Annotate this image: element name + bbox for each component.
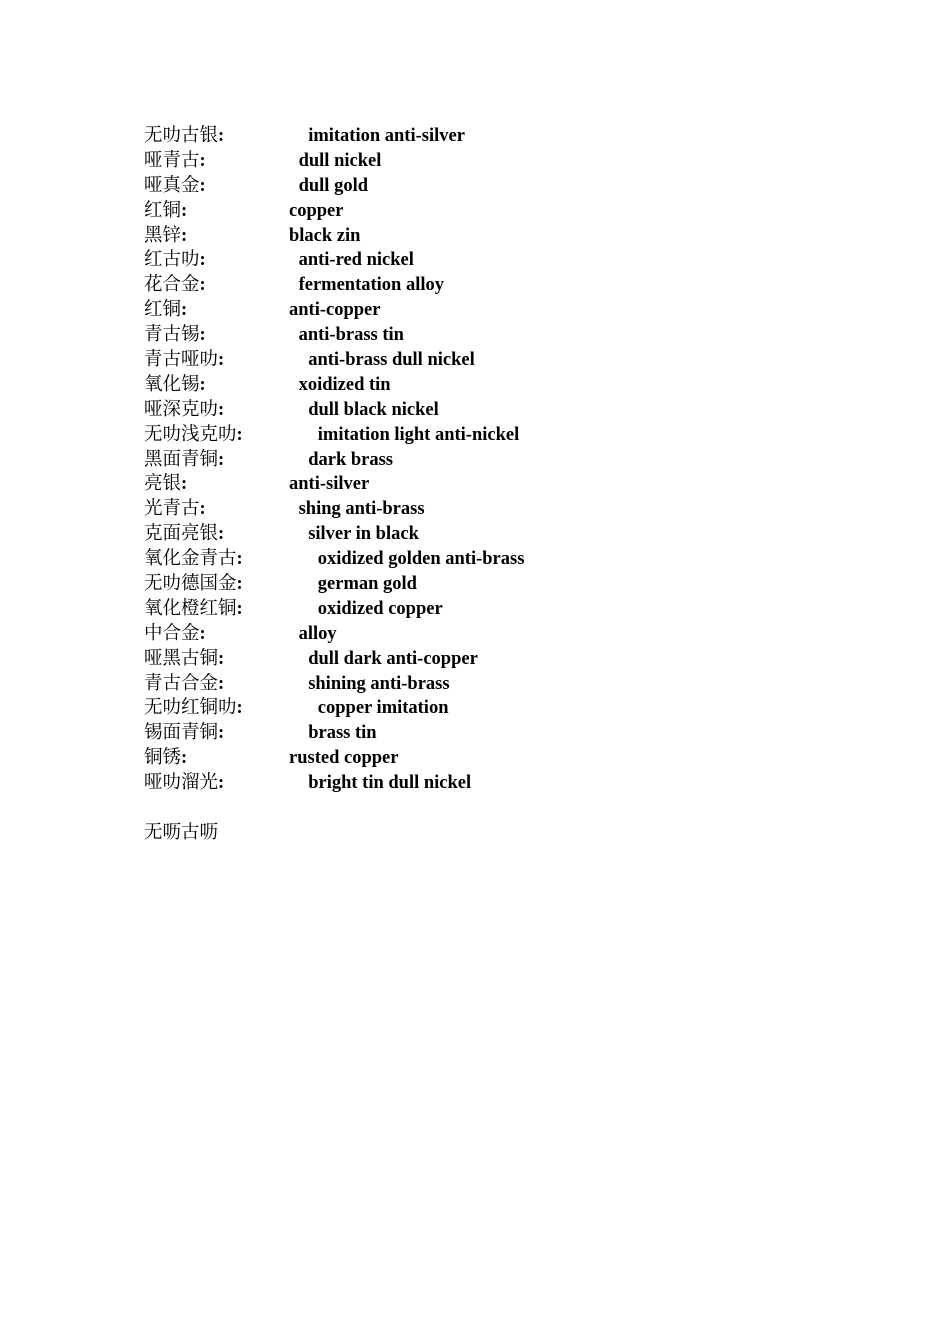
term-colon: : (218, 773, 225, 794)
glossary-row (144, 597, 443, 622)
glossary-row (144, 547, 525, 572)
term-colon: : (199, 150, 206, 171)
chinese-term: 黑面青铜 (144, 448, 219, 470)
glossary-row (144, 124, 465, 149)
chinese-term: 红铜 (144, 199, 182, 221)
english-translation: rusted copper (289, 748, 399, 769)
glossary-row (144, 348, 475, 373)
term-colon: : (236, 424, 243, 445)
chinese-term: 黑锌 (144, 224, 182, 246)
chinese-term: 哑真金 (144, 174, 200, 196)
chinese-term: 克面亮银 (144, 523, 219, 545)
english-translation: shining anti-brass (308, 673, 450, 694)
english-translation: oxidized copper (317, 598, 443, 619)
glossary-row (144, 199, 344, 224)
english-translation: xoidized tin (298, 374, 391, 395)
english-translation: imitation light anti-nickel (317, 424, 520, 445)
glossary-row (144, 398, 439, 423)
glossary-row (144, 721, 377, 746)
english-translation: dull gold (298, 175, 369, 196)
glossary-row (144, 522, 419, 547)
english-translation: dull nickel (298, 150, 382, 171)
english-translation: alloy (298, 623, 337, 644)
term-colon: : (181, 200, 188, 221)
glossary-row (144, 323, 404, 348)
term-colon: : (236, 574, 243, 595)
term-colon: : (181, 225, 188, 246)
term-colon: : (199, 374, 206, 395)
glossary-row (144, 224, 361, 249)
glossary-row (144, 149, 382, 174)
term-colon: : (199, 499, 206, 520)
term-colon: : (218, 673, 225, 694)
english-translation: bright tin dull nickel (308, 773, 472, 794)
term-colon: : (236, 598, 243, 619)
glossary-row (144, 298, 381, 323)
term-colon: : (236, 549, 243, 570)
term-colon: : (199, 250, 206, 271)
english-translation: dull black nickel (308, 399, 439, 420)
chinese-term: 无叻浅克叻 (144, 423, 237, 445)
term-colon: : (218, 648, 225, 669)
plating-finish-glossary (144, 124, 525, 796)
chinese-term: 无叻古银 (144, 125, 219, 146)
english-translation: copper (289, 200, 344, 221)
chinese-term: 氧化橙红铜 (144, 597, 237, 619)
chinese-term: 红铜 (144, 299, 182, 321)
glossary-row (144, 273, 444, 298)
english-translation: imitation anti-silver (308, 126, 465, 146)
english-translation: dark brass (308, 449, 394, 470)
glossary-row (144, 448, 394, 473)
glossary-row (144, 672, 450, 697)
english-translation: brass tin (308, 723, 377, 744)
chinese-term: 亮银 (144, 473, 182, 495)
chinese-term: 铜锈 (144, 747, 182, 769)
glossary-row (144, 572, 417, 597)
glossary-row (144, 746, 399, 771)
chinese-term: 花合金 (144, 274, 200, 296)
english-translation: oxidized golden anti-brass (317, 549, 525, 570)
english-translation: copper imitation (317, 698, 449, 719)
chinese-term: 红古叻 (144, 249, 200, 271)
term-colon: : (218, 126, 225, 146)
chinese-term: 无叻德国金 (144, 573, 237, 595)
footer-note: 无呖古呖 (144, 822, 219, 843)
english-translation: shing anti-brass (298, 499, 425, 520)
glossary-row (144, 472, 370, 497)
chinese-term: 青古锡 (144, 324, 200, 346)
term-colon: : (181, 300, 188, 321)
chinese-term: 中合金 (144, 622, 200, 644)
chinese-term: 哑黑古铜 (144, 647, 219, 669)
chinese-term: 哑深克叻 (144, 398, 219, 420)
chinese-term: 青古合金 (144, 672, 219, 694)
term-colon: : (218, 524, 225, 545)
english-translation: silver in black (308, 524, 419, 545)
glossary-row (144, 771, 472, 796)
glossary-row (144, 622, 337, 647)
chinese-term: 青古哑叻 (144, 349, 219, 371)
english-translation: anti-brass dull nickel (308, 350, 475, 371)
chinese-term: 氧化金青古 (144, 548, 237, 570)
glossary-row (144, 696, 449, 721)
chinese-term: 光青古 (144, 498, 200, 520)
chinese-term: 哑叻溜光 (144, 772, 219, 794)
term-colon: : (199, 175, 206, 196)
term-colon: : (181, 748, 188, 769)
chinese-term: 哑青古 (144, 149, 200, 171)
chinese-term: 锡面青铜 (144, 722, 219, 744)
glossary-row (144, 647, 478, 672)
english-translation: fermentation alloy (298, 275, 444, 296)
term-colon: : (218, 449, 225, 470)
term-colon: : (218, 350, 225, 371)
term-colon: : (218, 399, 225, 420)
glossary-row (144, 497, 425, 522)
term-colon: : (199, 623, 206, 644)
english-translation: anti-silver (289, 474, 370, 495)
english-translation: german gold (317, 574, 417, 595)
glossary-row (144, 373, 391, 398)
term-colon: : (181, 474, 188, 495)
glossary-row (144, 248, 414, 273)
english-translation: dull dark anti-copper (308, 648, 478, 669)
chinese-term: 无叻红铜叻 (144, 697, 237, 719)
english-translation: anti-copper (289, 300, 381, 321)
term-colon: : (199, 325, 206, 346)
english-translation: anti-brass tin (298, 325, 404, 346)
english-translation: anti-red nickel (298, 250, 414, 271)
glossary-row (144, 423, 520, 448)
glossary-row (144, 174, 369, 199)
term-colon: : (236, 698, 243, 719)
chinese-term: 氧化锡 (144, 373, 200, 395)
term-colon: : (218, 723, 225, 744)
english-translation: black zin (289, 225, 361, 246)
term-colon: : (199, 275, 206, 296)
